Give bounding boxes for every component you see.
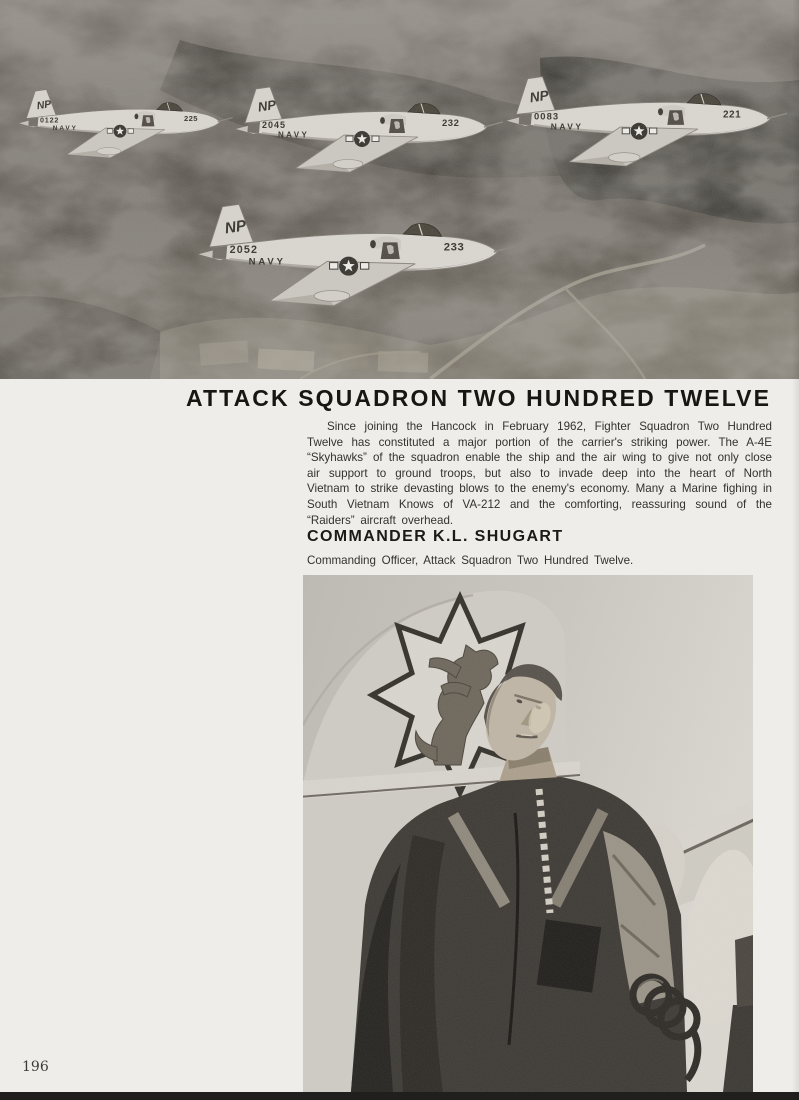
aircraft4-service-label: NAVY — [248, 256, 286, 268]
portrait-photo-art — [303, 575, 753, 1092]
aircraft2-tail-code: NP — [256, 96, 277, 115]
page-bottom-edge — [0, 1092, 799, 1100]
aircraft2-service-label: NAVY — [278, 130, 310, 140]
aircraft2-nose-number: 232 — [442, 118, 460, 129]
commander-caption: Commanding Officer, Attack Squadron Two Hundred Twelve. — [307, 554, 634, 567]
formation-photo — [0, 0, 799, 379]
intro-paragraph: Since joining the Hancock in February 1962, Fighter Squadron Two Hundred Twelve has constituted a major portion of the carrier's striking power. The A-4E “Skyhawks” of the squadron enable the ship and the air wing to give not only close air support to ground troops, but also to invade deep into the heart of North Vietnam to strike devasting blows to the enemy's economy. Many a Marine fighing in South Vietnam Knows of VA-212 and the comforting, reassuring sound of the “Raiders” aircraft overhead. — [307, 420, 772, 527]
photo-grain-overlay — [0, 0, 799, 379]
aircraft4-tail-code: NP — [223, 217, 248, 238]
aircraft4-fuselage-number: 2052 — [229, 244, 259, 257]
aircraft1-service-label: NAVY — [52, 125, 78, 132]
portrait-grain-overlay — [303, 575, 753, 1092]
aircraft3-fuselage-number: 0083 — [534, 111, 560, 123]
aircraft2-fuselage-number: 2045 — [262, 120, 287, 130]
page-title: ATTACK SQUADRON TWO HUNDRED TWELVE — [186, 385, 772, 411]
aircraft1-fuselage-number: 0122 — [40, 115, 60, 125]
aircraft1-nose-number: 225 — [184, 113, 198, 123]
aircraft3-service-label: NAVY — [550, 121, 584, 132]
formation-photo-art — [0, 0, 799, 379]
aircraft1-tail-code: NP — [36, 99, 53, 113]
commander-portrait-photo — [303, 575, 753, 1092]
page-number: 196 — [22, 1059, 49, 1075]
aircraft4-nose-number: 233 — [443, 241, 465, 254]
aircraft3-tail-code: NP — [528, 87, 550, 106]
commander-heading: COMMANDER K.L. SHUGART — [307, 528, 564, 545]
aircraft3-nose-number: 221 — [723, 109, 742, 121]
